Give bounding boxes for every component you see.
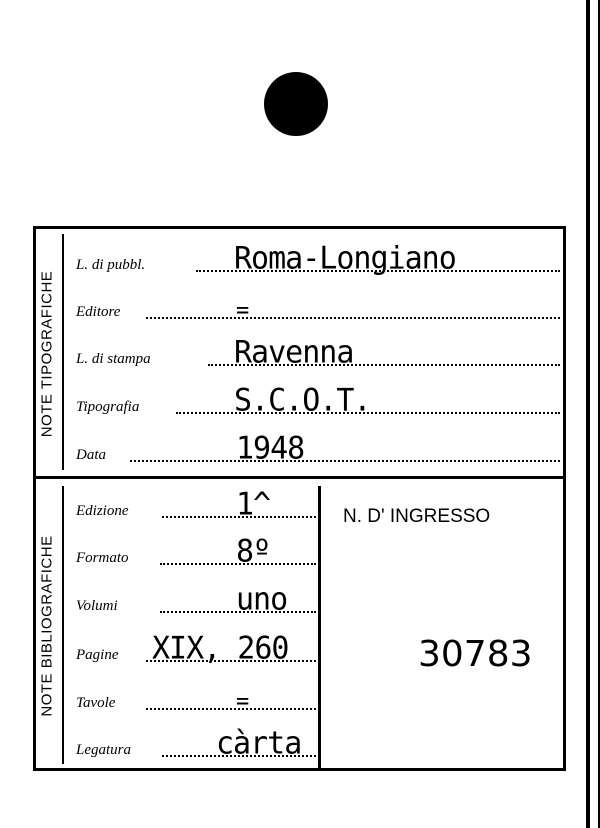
- row-label: Tipografia: [76, 399, 140, 415]
- row-value: 1^: [236, 486, 271, 523]
- row-value: S.C.O.T.: [234, 382, 371, 419]
- row-formato: [76, 533, 316, 571]
- row-label: Tavole: [76, 695, 116, 711]
- row-tavole: [76, 688, 316, 716]
- row-edizione: [76, 486, 316, 524]
- punch-hole: [264, 72, 328, 136]
- row-value: Ravenna: [234, 334, 354, 371]
- row-legatura: [76, 725, 316, 763]
- row-volumi: [76, 581, 316, 619]
- row-label: Legatura: [76, 742, 132, 758]
- section-label-tipografiche: NOTE TIPOGRAFICHE: [38, 270, 56, 438]
- ingresso-number: 30783: [418, 634, 533, 675]
- row-value: =: [236, 688, 249, 715]
- row-value: uno: [236, 581, 288, 618]
- row-label: L. di stampa: [76, 351, 151, 367]
- row-label: Edizione: [76, 503, 129, 519]
- row-value: càrta: [216, 725, 302, 762]
- card-right-edge: [586, 0, 590, 828]
- row-luogo-stampa: [76, 334, 560, 372]
- row-label: Volumi: [76, 598, 118, 614]
- row-tipografia: [76, 382, 560, 420]
- side-rule-bottom: [62, 486, 64, 764]
- row-value: 8º: [236, 533, 271, 570]
- ingresso-title: N. D' INGRESSO: [343, 506, 491, 527]
- ingresso-divider: [318, 486, 321, 771]
- row-editore: [76, 297, 560, 325]
- row-value: Roma-Longiano: [234, 240, 456, 277]
- row-label: Editore: [76, 304, 121, 320]
- row-value: XIX, 260: [152, 630, 289, 667]
- section-label-bibliografiche: NOTE BIBLIOGRAFICHE: [38, 535, 56, 717]
- row-value: =: [236, 297, 249, 324]
- row-data: [76, 430, 560, 468]
- row-label: Formato: [76, 550, 129, 566]
- row-label: Data: [76, 447, 106, 463]
- row-dots: [130, 460, 560, 462]
- row-pagine: [76, 630, 316, 668]
- section-divider: [33, 476, 566, 479]
- row-dots: [146, 708, 316, 710]
- row-luogo-pubblicazione: [76, 240, 560, 278]
- row-label: Pagine: [76, 647, 119, 663]
- side-rule-top: [62, 234, 64, 470]
- row-dots: [146, 317, 560, 319]
- row-value: 1948: [236, 430, 305, 467]
- row-label: L. di pubbl.: [76, 257, 146, 273]
